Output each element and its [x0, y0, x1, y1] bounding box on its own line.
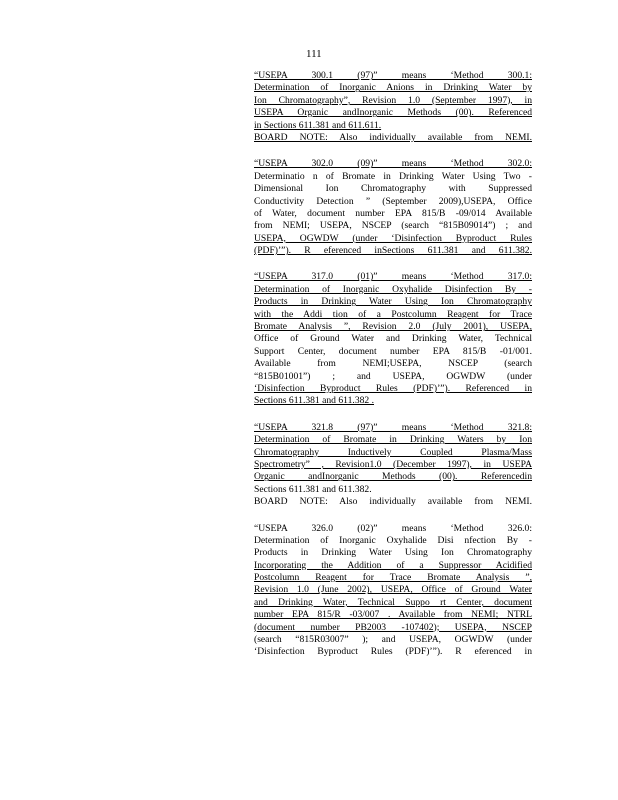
definition-line: “USEPA 300.1 (97)” means ‘Method 300.1:	[254, 70, 532, 81]
definitions-column	[254, 70, 532, 673]
definition-line: Determination of Inorganic Oxyhalide Disi nfection By -	[254, 534, 532, 546]
definition-line: ‘Disinfection Byproduct Rules (PDF)’”). R eferenced in	[254, 646, 532, 658]
definition-line: Products in Drinking Water Using Ion Chromatography	[254, 547, 532, 559]
definition-line: Dimensional Ion Chromatography with Suppressed	[254, 183, 532, 195]
definition-entry	[254, 523, 532, 659]
definition-line: ‘Disinfection Byproduct Rules (PDF)’”). Referenced in	[254, 382, 532, 394]
definition-line: Determinatio n of Bromate in Drinking Water Using Two -	[254, 170, 532, 182]
definition-line: Ion Chromatography”, Revision 1.0 (September 1997), in	[254, 94, 532, 106]
definition-line: “USEPA 326.0 (02)” means ‘Method 326.0:	[254, 522, 532, 534]
definition-entry	[254, 422, 532, 509]
definition-line: Revision 1.0 (June 2002), USEPA, Office of Ground Water	[254, 584, 532, 596]
definition-line: in Sections 611.381 and 611.611.	[254, 119, 382, 131]
definition-line: and Drinking Water, Technical Suppo rt Center, document	[254, 596, 532, 608]
definition-line: Spectrometry” , Revision1.0 (December 1997), in USEPA	[254, 458, 532, 470]
definition-line: Organic andInorganic Methods (00). Referencedin	[254, 471, 532, 483]
definition-line: “815B01001”) ; and USEPA, OGWDW (under	[254, 370, 532, 382]
definition-line: Determination of Inorganic Anions in Drinking Water by	[254, 82, 532, 94]
definition-line: of Water, document number EPA 815/B -09/014 Available	[254, 207, 532, 219]
definition-line: “USEPA 302.0 (09)” means ‘Method 302.0:	[254, 158, 532, 170]
definition-line: with the Addi tion of a Postcolumn Reagent for Trace	[254, 308, 532, 320]
definition-line: Postcolumn Reagent for Trace Bromate Analysis ”,	[254, 572, 532, 584]
definition-line: Determination of Inorganic Oxyhalide Disinfection By -	[254, 283, 532, 295]
definition-line: Support Center, document number EPA 815/B -01/001.	[254, 345, 532, 357]
definition-line: BOARD NOTE: Also individually available from NEMI.	[254, 131, 532, 143]
definition-entry	[254, 70, 532, 144]
definition-line: “USEPA 321.8 (97)” means ‘Method 321.8:	[254, 421, 532, 433]
definition-line: Sections 611.381 and 611.382.	[254, 483, 372, 495]
definition-line: (search “815R03007” ); and USEPA, OGWDW (under	[254, 634, 532, 646]
definition-line: Bromate Analysis ”, Revision 2.0 (July 2001), USEPA,	[254, 321, 532, 333]
definition-line: Incorporating the Addition of a Suppressor Acidified	[254, 559, 532, 571]
definition-line: (PDF)’”). R eferenced inSections 611.381 and 611.382.	[254, 245, 532, 257]
definition-line: Conductivity Detection ” (September 2009),USEPA, Office	[254, 195, 532, 207]
definition-line: Available from NEMI;USEPA, NSCEP (search	[254, 358, 532, 370]
definition-line: “USEPA 317.0 (01)” means ‘Method 317.0:	[254, 271, 532, 283]
definition-line: Chromatography Inductively Coupled Plasma/Mass	[254, 446, 532, 458]
definition-line: USEPA Organic andInorganic Methods (00). Referenced	[254, 107, 532, 119]
definition-line: Sections 611.381 and 611.382 .	[254, 395, 375, 407]
definition-line: USEPA, OGWDW (under ‘Disinfection Byproduct Rules	[254, 232, 532, 244]
page-number: 111	[306, 48, 322, 60]
definition-line: number EPA 815/R -03/007 . Available from NEMI; NTRL	[254, 609, 532, 621]
definition-entry	[254, 271, 532, 407]
definition-line: (document number PB2003 -107402); USEPA, NSCEP	[254, 621, 532, 633]
definition-line: Products in Drinking Water Using Ion Chromatography	[254, 296, 532, 308]
definition-line: Determination of Bromate in Drinking Waters by Ion	[254, 434, 532, 446]
definition-line: Office of Ground Water and Drinking Water, Technical	[254, 333, 532, 345]
definition-line: from NEMI; USEPA, NSCEP (search “815B09014”) ; and	[254, 220, 532, 232]
definition-entry	[254, 158, 532, 257]
definition-line: BOARD NOTE: Also individually available from NEMI.	[254, 496, 532, 508]
